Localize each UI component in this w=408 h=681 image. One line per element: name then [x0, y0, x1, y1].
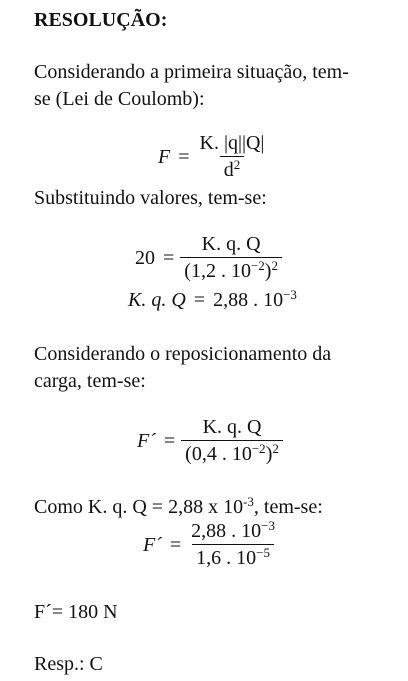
- fraction: [196, 133, 269, 180]
- repositioned-equation: [137, 417, 283, 464]
- eq-rhs: 2,88 . $10^{-3}$: [213, 287, 297, 311]
- denominator: $d^2$: [220, 156, 245, 180]
- coulomb-law-equation: [158, 133, 268, 180]
- eq-operator: =: [169, 533, 182, 556]
- paragraph-line: carga, tem-se:: [34, 370, 146, 392]
- eq-lhs: F: [158, 145, 171, 168]
- final-calculation-equation: [143, 518, 279, 569]
- section-title: RESOLUÇÃO:: [34, 9, 168, 31]
- numerator: K. q. Q: [201, 233, 261, 255]
- fraction: [180, 234, 282, 281]
- paragraph-line: Substituindo valores, tem-se:: [34, 187, 267, 209]
- eq-lhs: 20: [135, 246, 155, 269]
- result-line: F´= 180 N: [34, 601, 118, 623]
- eq-operator: =: [178, 145, 190, 168]
- numerator: 2,88 . $10^{-3}$: [191, 518, 276, 542]
- denominator: (1,2 . $10^{-2})^2$: [180, 257, 282, 281]
- denominator: (0,4 . $10^{-2})^2$: [181, 440, 283, 464]
- denominator: 1,6 . $10^{-5}$: [192, 544, 274, 568]
- numerator: K. |q||Q|: [199, 132, 265, 154]
- eq-lhs: K. q. Q: [128, 289, 186, 311]
- fraction: [187, 518, 279, 569]
- eq-operator: =: [193, 289, 206, 311]
- paragraph-line: Considerando o reposicionamento da: [34, 343, 332, 365]
- substitution-equation: [135, 234, 282, 281]
- paragraph-line: Como K. q. Q = 2,88 x $10^{-3}$, tem-se:: [34, 494, 323, 518]
- numerator: K. q. Q: [202, 416, 262, 438]
- eq-lhs: F´: [137, 429, 156, 452]
- answer-line: Resp.: C: [34, 653, 103, 675]
- paragraph-line: se (Lei de Coulomb):: [34, 88, 205, 110]
- eq-operator: =: [163, 246, 175, 269]
- fraction: [181, 417, 283, 464]
- eq-lhs: F´: [143, 533, 162, 556]
- eq-operator: =: [163, 429, 176, 452]
- kqq-value-equation: [128, 287, 297, 311]
- paragraph-line: Considerando a primeira situação, tem-: [34, 61, 349, 83]
